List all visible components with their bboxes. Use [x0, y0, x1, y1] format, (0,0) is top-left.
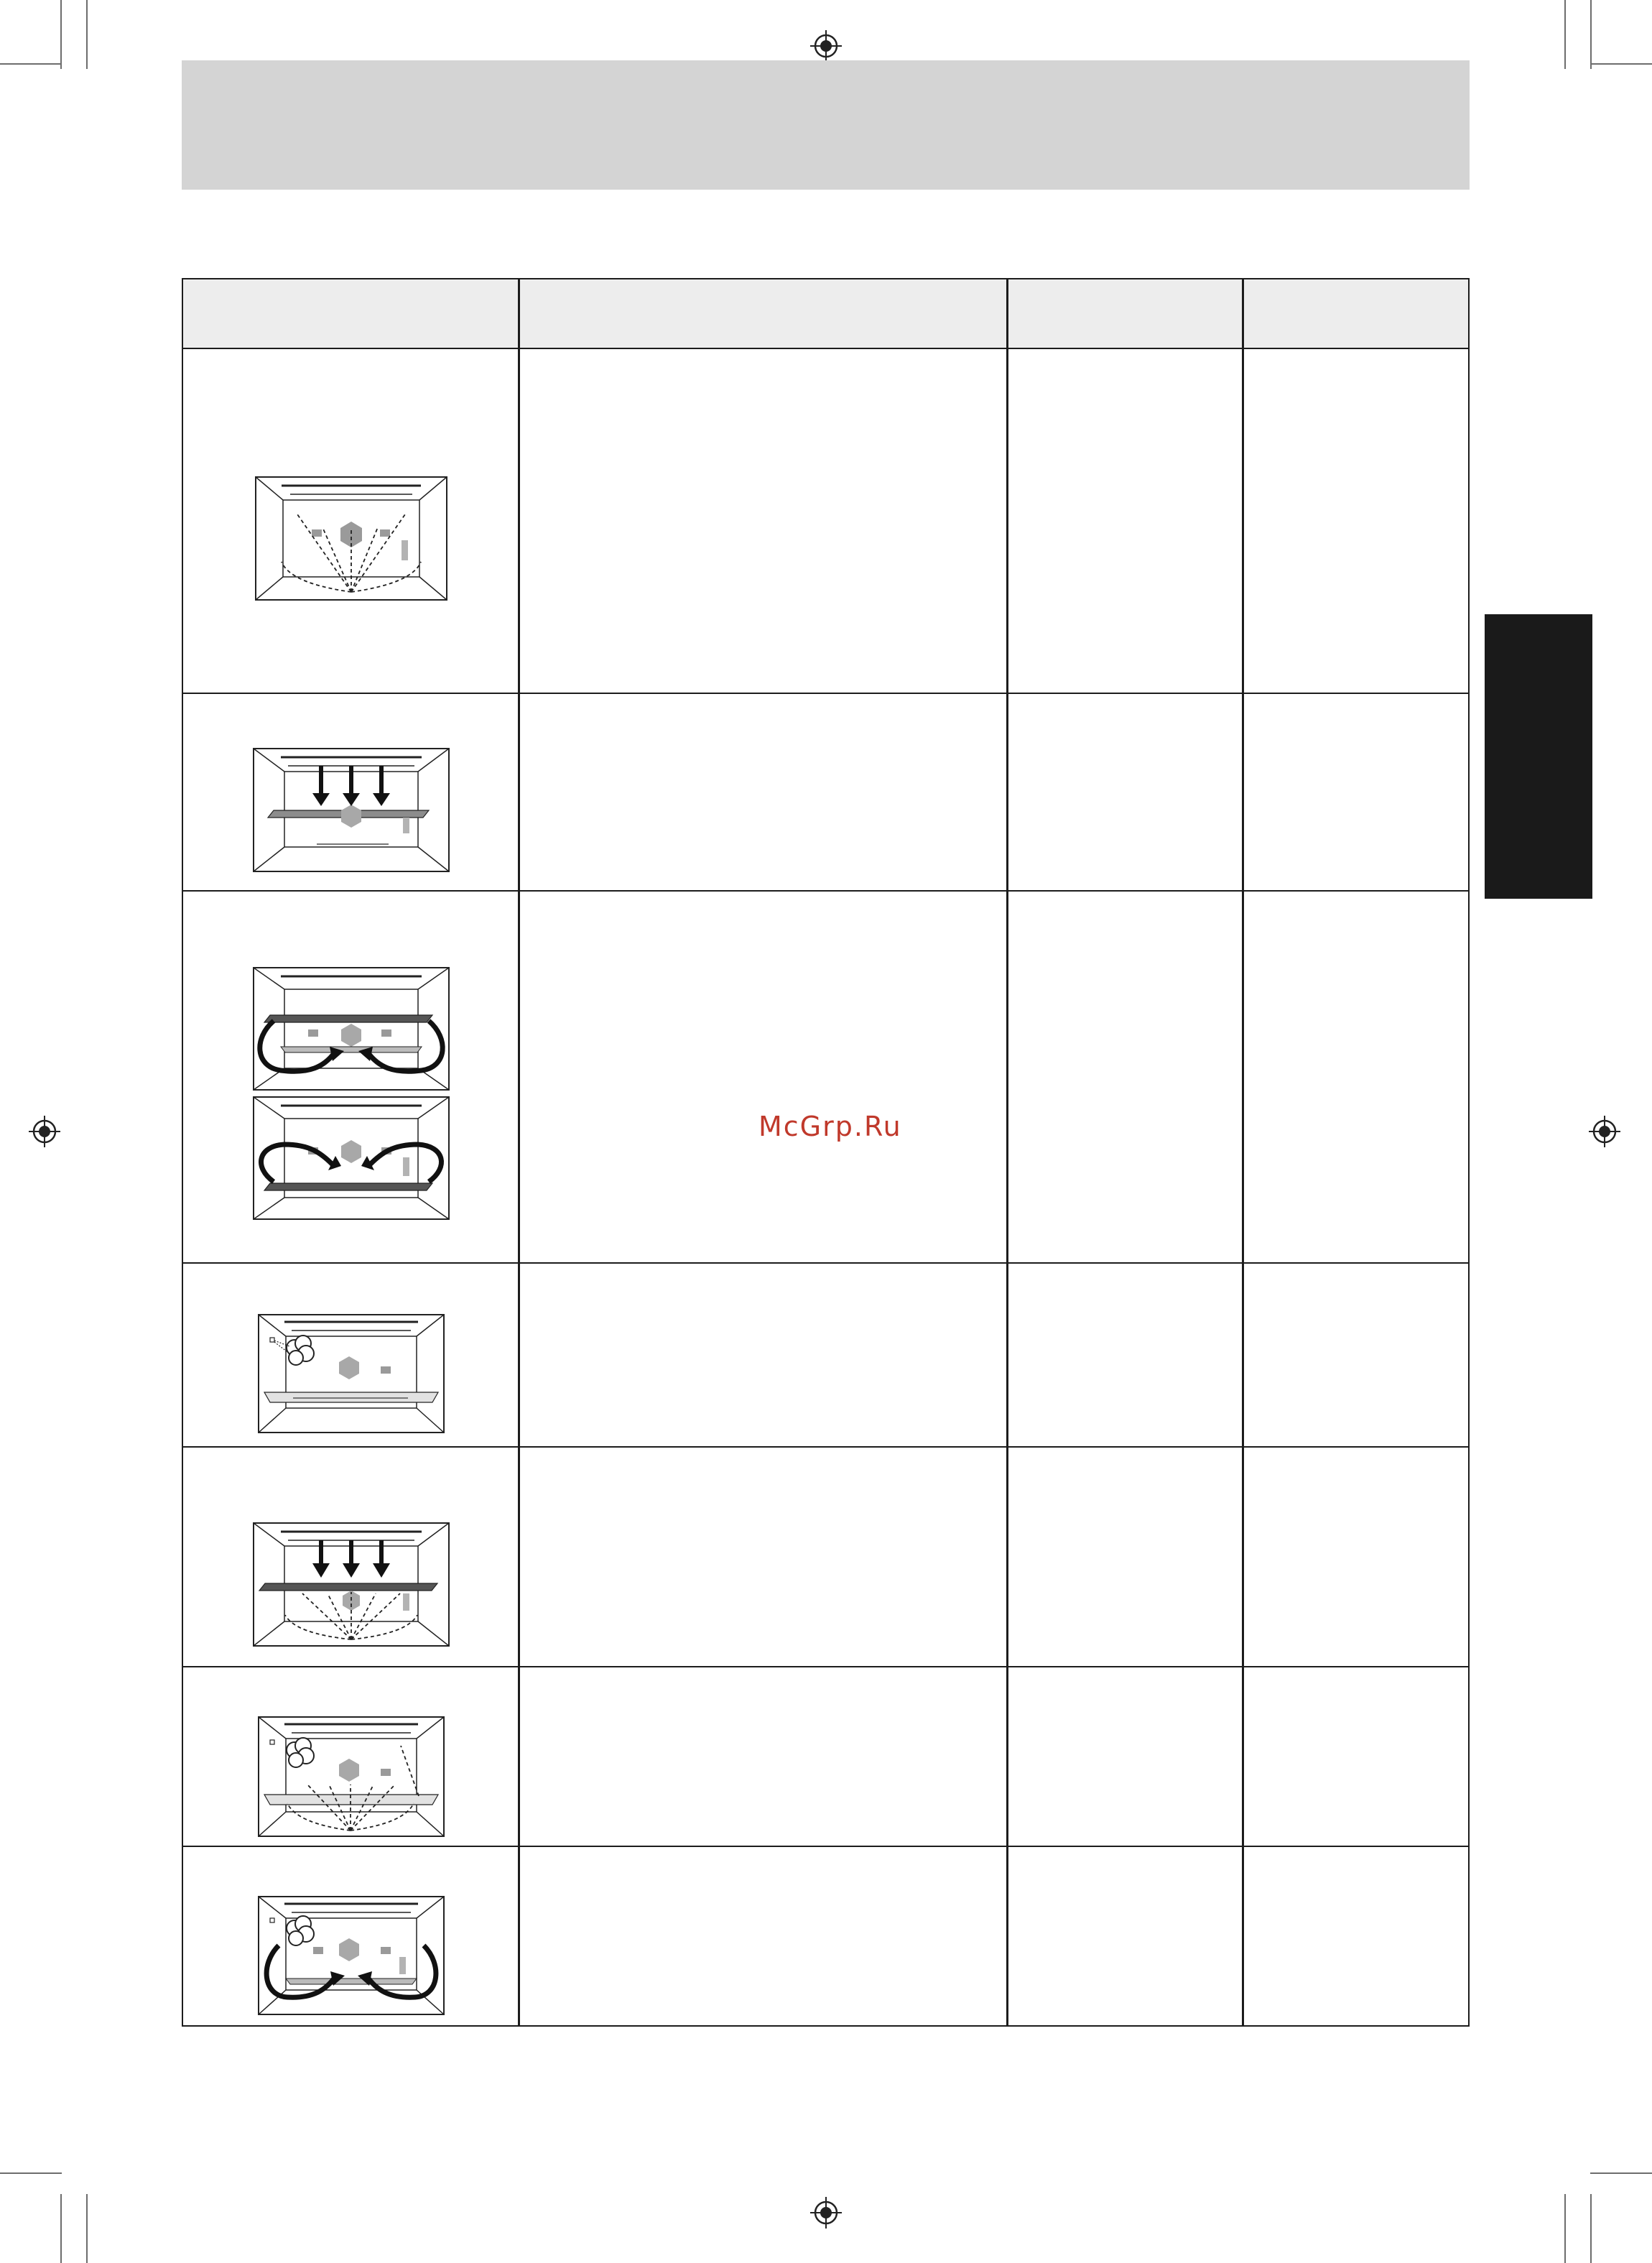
crop-mark [1590, 63, 1652, 65]
registration-mark-icon [810, 30, 842, 62]
top-grill-icon [252, 747, 450, 873]
crop-mark [60, 2194, 62, 2263]
crop-mark [0, 63, 62, 65]
registration-mark-icon [1589, 1116, 1620, 1147]
crop-mark [86, 0, 88, 69]
crop-mark [1564, 0, 1566, 69]
column-divider [1006, 279, 1008, 2025]
steam-icon [257, 1313, 445, 1434]
steam-plus-microwave-icon [257, 1716, 445, 1838]
grill-plus-microwave-icon [252, 1522, 450, 1647]
crop-mark [1590, 2194, 1592, 2263]
crop-mark [0, 2172, 62, 2174]
crop-mark [60, 0, 62, 69]
column-divider [518, 279, 520, 2025]
crop-mark [1590, 2172, 1652, 2174]
crop-mark [1564, 2194, 1566, 2263]
microwave-waves-icon [254, 476, 448, 601]
convection-two-racks-icon [252, 966, 450, 1221]
steam-plus-convection-icon [257, 1895, 445, 2016]
crop-mark [1590, 0, 1592, 69]
crop-mark [86, 2194, 88, 2263]
table-header-row [183, 279, 1468, 348]
registration-mark-icon [29, 1116, 60, 1147]
column-divider [1242, 279, 1244, 2025]
watermark-text: McGrp.Ru [758, 1111, 902, 1142]
page-header-band [182, 60, 1470, 190]
registration-mark-icon [810, 2197, 842, 2229]
section-side-tab [1485, 614, 1592, 899]
